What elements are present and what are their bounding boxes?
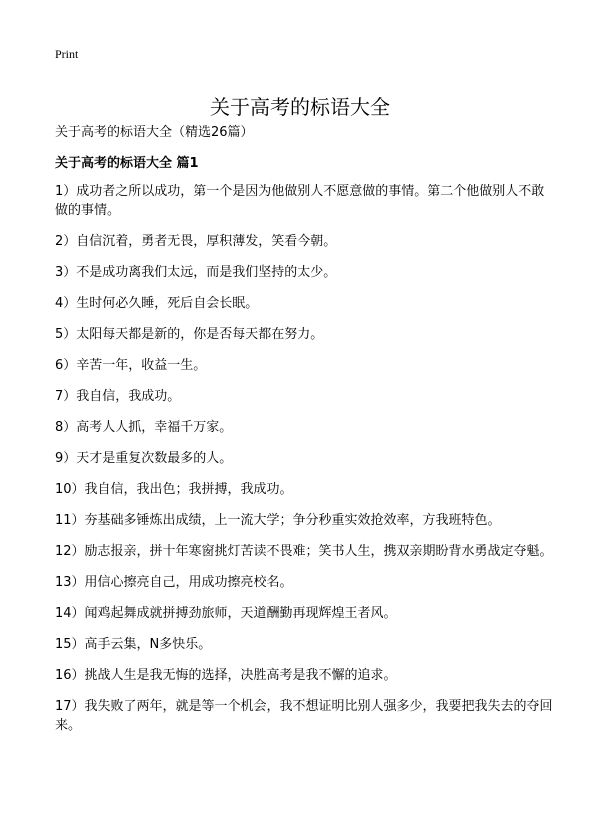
list-item: 14）闻鸡起舞成就拼搏劲旅师，天道酬勤再现辉煌王者风。 [55,606,397,621]
list-item: 8）高考人人抓，幸福千万家。 [55,420,233,435]
list-item: 6）辛苦一年，收益一生。 [55,358,207,373]
page-title: 关于高考的标语大全 [210,95,390,120]
list-item: 11）夯基础多锤炼出成绩，上一流大学；争分秒重实效抢效率，方我班特色。 [55,513,501,528]
list-item: 17）我失败了两年，就是等一个机会，我不想证明比别人强多少，我要把我失去的夺回来。 [55,699,553,733]
list-item: 9）天才是重复次数最多的人。 [55,451,233,466]
list-item: 12）励志报亲，拼十年寒窗挑灯苦读不畏难；笑书人生，携双亲期盼背水勇战定夺魁。 [55,544,553,559]
print-link[interactable]: Print [55,47,79,61]
slogan-list [55,182,555,747]
list-item: 15）高手云集，N多快乐。 [55,637,212,652]
list-item: 10）我自信，我出色；我拼搏，我成功。 [55,482,293,497]
list-item: 13）用信心擦亮自己，用成功擦亮校名。 [55,575,293,590]
list-item: 4）生时何必久睡，死后自会长眠。 [55,296,259,311]
list-item: 1）成功者之所以成功，第一个是因为他做别人不愿意做的事情。第二个他做别人不敢做的事情。 [55,184,545,218]
list-item: 16）挑战人生是我无悔的选择，决胜高考是我不懈的追求。 [55,668,397,683]
list-item: 3）不是成功离我们太远，而是我们坚持的太少。 [55,265,337,280]
list-item: 7）我自信，我成功。 [55,389,181,404]
section-heading: 关于高考的标语大全 篇1 [55,156,199,171]
document-subtitle: 关于高考的标语大全（精选26篇） [55,125,254,140]
list-item: 2）自信沉着，勇者无畏，厚积薄发，笑看今朝。 [55,234,337,249]
list-item: 5）太阳每天都是新的，你是否每天都在努力。 [55,327,324,342]
